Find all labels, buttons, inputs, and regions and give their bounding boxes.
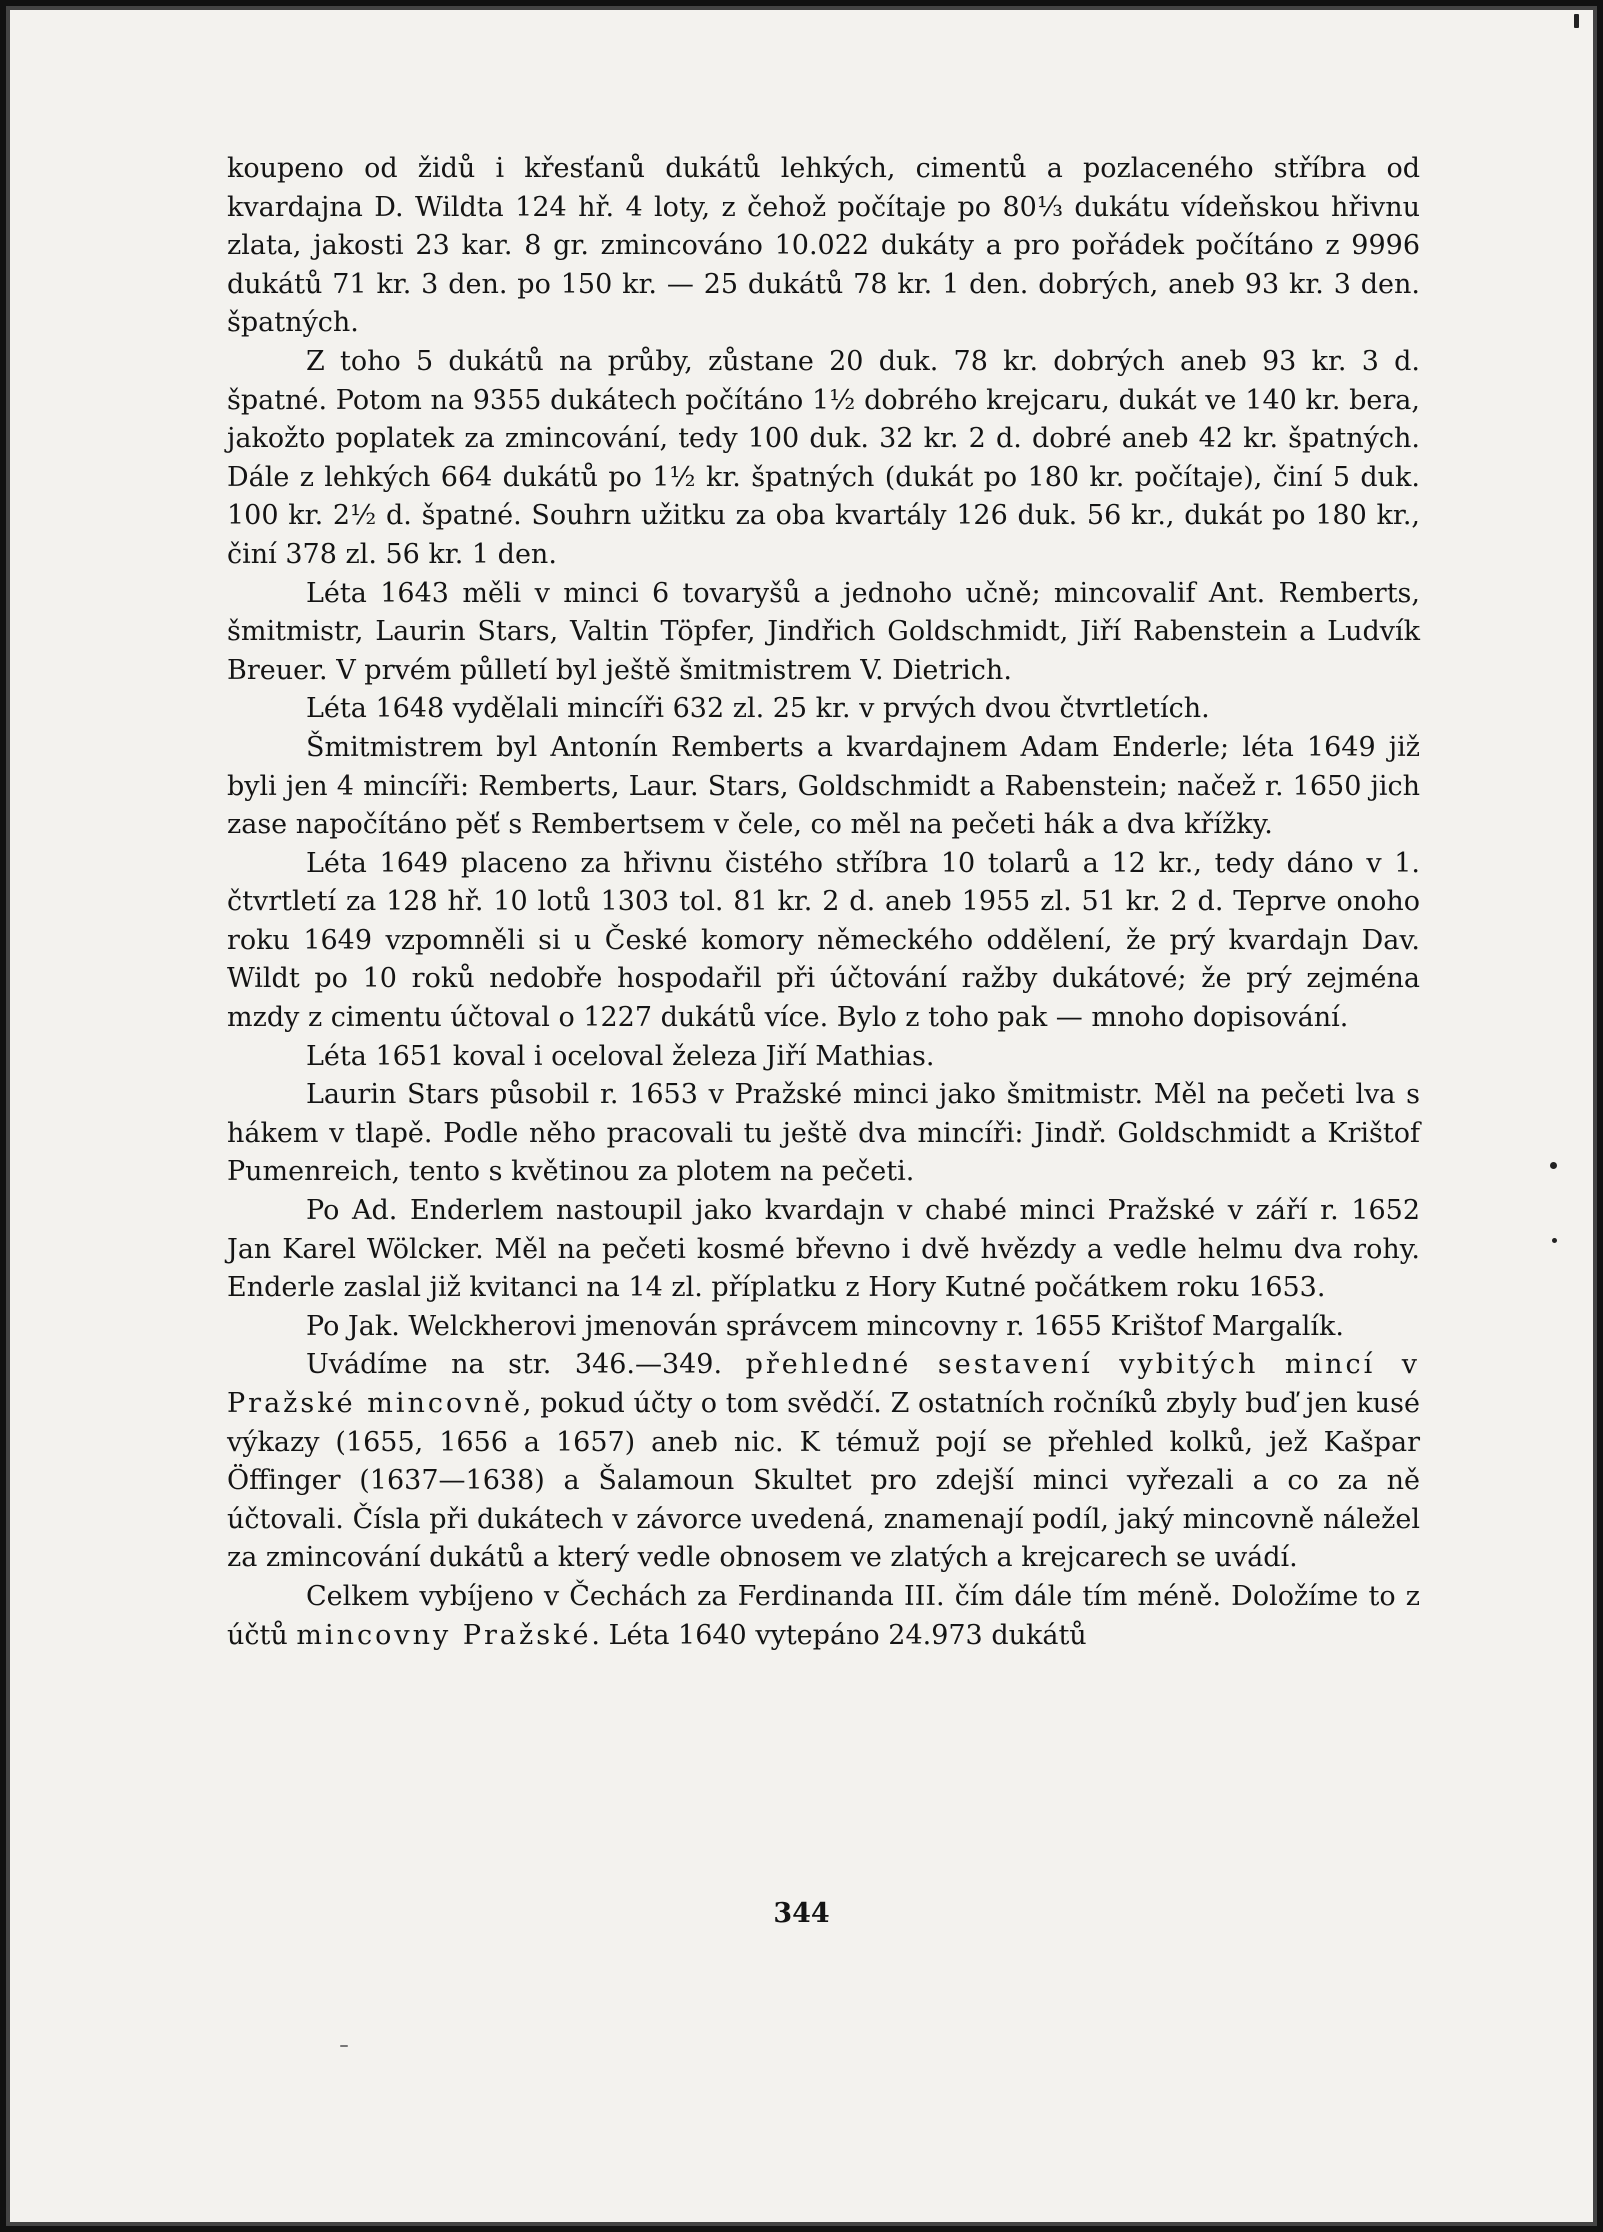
paragraph xyxy=(227,575,1420,691)
spaced-emphasis-text: mincovny Pražské xyxy=(296,1619,592,1651)
paragraph-text: Celkem vybíjeno v Čechách za Ferdinanda III. čím dále tím méně. Doložíme to z účtů xyxy=(227,1580,1420,1651)
paragraph-text: Po Jak. Welckherovi jmenován správcem mincovny r. 1655 Krištof Margalík. xyxy=(306,1310,1344,1342)
body-text xyxy=(227,150,1420,1655)
paragraph-text: . Léta 1640 vytepáno 24.973 dukátů xyxy=(591,1619,1087,1651)
paragraph xyxy=(227,1076,1420,1192)
paragraph xyxy=(227,1192,1420,1308)
page-number: 344 xyxy=(773,1898,830,1929)
paragraph-text: Po Ad. Enderlem nastoupil jako kvardajn v chabé minci Pražské v září r. 1652 Jan Karel Wölcker. Měl na pečeti kosmé břevno i dvě hvězdy a vedle helmu dva rohy. Enderle zaslal již kvitanci na 14 zl. příplatku z Hory Kutné počátkem roku 1653. xyxy=(227,1195,1420,1304)
paragraph xyxy=(227,1038,1420,1077)
paragraph-text: Laurin Stars působil r. 1653 v Pražské minci jako šmitmistr. Měl na pečeti lva s hákem v tlapě. Podle něho pracovali tu ještě dva mincíři: Jindř. Goldschmidt a Krištof Pumenreich, tento s květinou za plotem na pečeti. xyxy=(227,1079,1420,1188)
scan-speck xyxy=(1552,1238,1557,1243)
paragraph xyxy=(227,150,1420,343)
paragraph xyxy=(227,1308,1420,1347)
paragraph xyxy=(227,729,1420,845)
paragraph xyxy=(227,1346,1420,1578)
paragraph-text: Léta 1651 koval i oceloval železa Jiří Mathias. xyxy=(306,1040,935,1072)
paragraph-text: Z toho 5 dukátů na průby, zůstane 20 duk. 78 kr. dobrých aneb 93 kr. 3 d. špatné. Potom na 9355 dukátech počítáno 1½ dobrého krejcaru, dukát ve 140 kr. bera, jakožto poplatek za zmincování, tedy 100 duk. 32 kr. 2 d. dobré aneb 42 kr. špatných. Dále z lehkých 664 dukátů po 1½ kr. špatných (dukát po 180 kr. počítaje), činí 5 duk. 100 kr. 2½ d. špatné. Souhrn užitku za oba kvartály 126 duk. 56 kr., dukát po 180 kr., činí 378 zl. 56 kr. 1 den. xyxy=(227,345,1420,570)
paragraph-text: , pokud účty o tom svědčí. Z ostatních ročníků zbyly buď jen kusé výkazy (1655, 1656 a 1657) aneb nic. K témuž pojí se přehled kolků, jež Kašpar Öffinger (1637—1638) a Šalamoun Skultet pro zdejší minci vyřezali a co za ně účtovali. Čísla při dukátech v závorce uvedená, znamenají podíl, jaký mincovně náležel za zmincování dukátů a který vedle obnosem ve zlatých a krejcarech se uvádí. xyxy=(227,1388,1420,1574)
scan-speck xyxy=(1550,1162,1557,1169)
paragraph-text: koupeno od židů i křesťanů dukátů lehkých, cimentů a pozlaceného stříbra od kvardajna D. Wildta 124 hř. 4 loty, z čehož počítaje po 80⅓ dukátu vídeňskou hřivnu zlata, jakosti 23 kar. 8 gr. zmincováno 10.022 dukáty a pro pořádek počítáno z 9996 dukátů 71 kr. 3 den. po 150 kr. — 25 dukátů 78 kr. 1 den. dobrých, aneb 93 kr. 3 den. špatných. xyxy=(227,153,1420,339)
paragraph xyxy=(227,845,1420,1038)
paragraph-text: Šmitmistrem byl Antonín Remberts a kvardajnem Adam Enderle; léta 1649 již byli jen 4 mincíři: Remberts, Laur. Stars, Goldschmidt a Rabenstein; načež r. 1650 jich zase napočítáno pěť s Rembertsem v čele, co měl na pečeti hák a dva křížky. xyxy=(227,731,1420,841)
spaced-emphasis-text: přehledné sestavení vybitých mincí v Pražské mincovně xyxy=(227,1349,1420,1419)
paragraph-text: Léta 1649 placeno za hřivnu čistého stříbra 10 tolarů a 12 kr., tedy dáno v 1. čtvrtletí za 128 hř. 10 lotů 1303 tol. 81 kr. 2 d. aneb 1955 zl. 51 kr. 2 d. Teprve onoho roku 1649 vzpomněli si u České komory německého oddělení, že prý kvardajn Dav. Wildt po 10 roků nedobře hospodařil při účtování ražby dukátové; že prý zejména mzdy z cimentu účtoval o 1227 dukátů více. Bylo z toho pak — mnoho dopisování. xyxy=(227,847,1420,1034)
paragraph xyxy=(227,1578,1420,1655)
paragraph-text: Léta 1648 vydělali mincíři 632 zl. 25 kr. v prvých dvou čtvrtletích. xyxy=(306,693,1210,725)
scan-speck xyxy=(1574,14,1579,28)
paragraph xyxy=(227,343,1420,575)
scan-speck xyxy=(340,2045,348,2047)
paragraph-text: Uvádíme na str. 346.—349. xyxy=(306,1349,746,1381)
paragraph xyxy=(227,690,1420,729)
paragraph-text: Léta 1643 měli v minci 6 tovaryšů a jednoho učně; mincovalif Ant. Remberts, šmitmistr, Laurin Stars, Valtin Töpfer, Jindřich Goldschmidt, Jiří Rabenstein a Ludvík Breuer. V prvém půlletí byl ještě šmitmistrem V. Dietrich. xyxy=(227,577,1420,686)
